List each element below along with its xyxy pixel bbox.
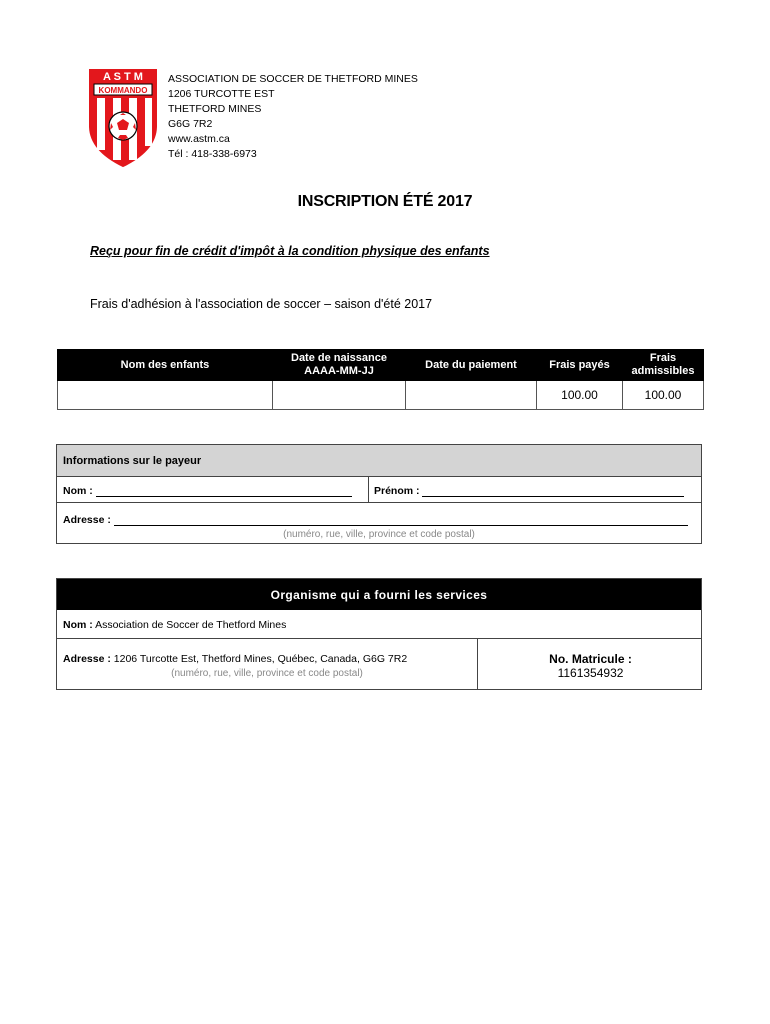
org-name: ASSOCIATION DE SOCCER DE THETFORD MINES <box>168 73 418 85</box>
payer-first-name-line[interactable] <box>422 486 684 497</box>
provider-section-header <box>57 579 701 610</box>
provider-section <box>56 578 702 690</box>
col-header-child-name: Nom des enfants <box>58 350 273 381</box>
payer-address-field[interactable] <box>63 514 688 526</box>
page-title: INSCRIPTION ÉTÉ 2017 <box>297 193 473 210</box>
logo-letters: A S T M <box>103 71 143 83</box>
provider-section-title: Organisme qui a fourni les services <box>270 588 488 602</box>
provider-address-field <box>63 653 407 665</box>
payer-first-name-field[interactable] <box>374 485 684 497</box>
payment-date-cell[interactable] <box>406 381 537 410</box>
org-website: www.astm.ca <box>168 133 230 145</box>
provider-name-row <box>57 610 701 639</box>
matricule-block <box>478 652 703 680</box>
astm-kommando-logo <box>88 68 158 168</box>
fees-paid-cell: 100.00 <box>537 381 623 410</box>
receipt-subtitle: Reçu pour fin de crédit d'impôt à la condition physique des enfants <box>90 244 490 258</box>
payer-first-name-label: Prénom : <box>374 485 420 497</box>
org-phone: Tél : 418-338-6973 <box>168 148 257 160</box>
children-fees-table <box>57 349 704 410</box>
birth-date-cell[interactable] <box>273 381 406 410</box>
payer-address-line[interactable] <box>114 515 688 526</box>
provider-address-hint: (numéro, rue, ville, province et code postal) <box>171 668 363 679</box>
org-address-block <box>168 72 418 162</box>
payer-address-hint: (numéro, rue, ville, province et code postal) <box>283 529 475 540</box>
col-header-fees-paid: Frais payés <box>537 350 623 381</box>
payer-row-divider <box>368 477 369 503</box>
payer-address-label: Adresse : <box>63 514 111 526</box>
soccer-ball-icon <box>109 112 137 140</box>
col-header-birth-date <box>273 350 406 381</box>
child-name-cell[interactable] <box>58 381 273 410</box>
table-row <box>58 381 704 410</box>
matricule-value: 1161354932 <box>557 666 624 680</box>
provider-address-label: Adresse : <box>63 653 111 665</box>
fees-eligible-cell: 100.00 <box>623 381 704 410</box>
provider-name-label: Nom : <box>63 619 93 631</box>
birth-date-label: Date de naissance <box>291 352 387 364</box>
provider-name-field <box>63 619 286 631</box>
fees-description: Frais d'adhésion à l'association de soccer – saison d'été 2017 <box>90 297 433 311</box>
payer-last-name-label: Nom : <box>63 485 93 497</box>
org-city: THETFORD MINES <box>168 103 262 115</box>
col-header-fees-eligible: Frais admissibles <box>623 350 704 381</box>
col-header-payment-date: Date du paiement <box>406 350 537 381</box>
provider-address-value: 1206 Turcotte Est, Thetford Mines, Québec, Canada, G6G 7R2 <box>113 653 408 665</box>
org-postal: G6G 7R2 <box>168 118 213 130</box>
org-street: 1206 TURCOTTE EST <box>168 88 275 100</box>
birth-date-format: AAAA-MM-JJ <box>304 365 374 377</box>
table-header-row <box>58 350 704 381</box>
logo-banner: KOMMANDO <box>98 86 148 95</box>
payer-section-header <box>57 445 701 477</box>
payer-last-name-line[interactable] <box>96 486 352 497</box>
provider-name-value: Association de Soccer de Thetford Mines <box>95 619 287 631</box>
payer-last-name-field[interactable] <box>63 485 352 497</box>
payer-info-section <box>56 444 702 544</box>
payer-section-title: Informations sur le payeur <box>63 455 202 467</box>
payer-name-row <box>57 477 701 503</box>
matricule-label: No. Matricule : <box>549 652 632 666</box>
